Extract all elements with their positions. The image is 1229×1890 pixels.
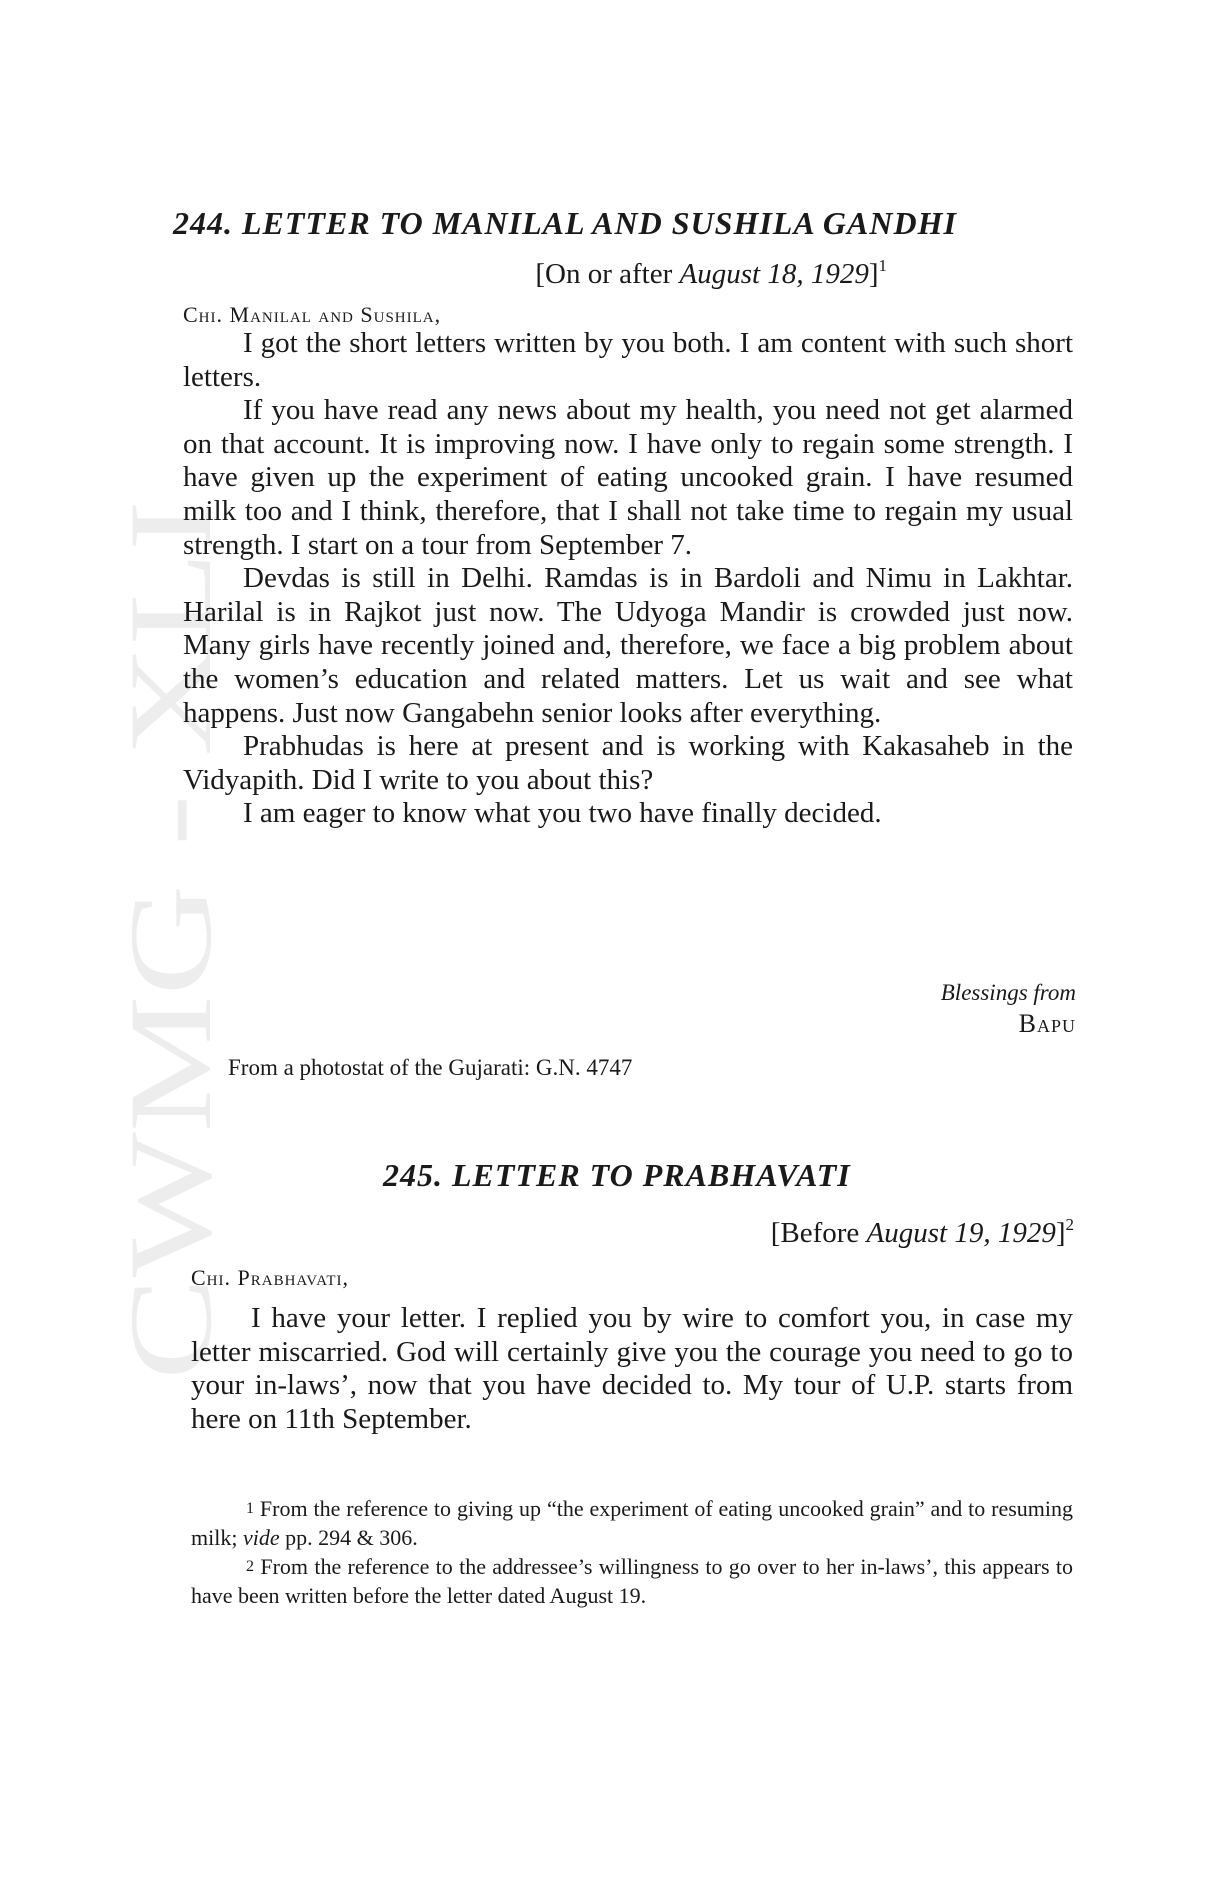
letter-245-body xyxy=(191,1302,1073,1436)
date-prefix: [Before xyxy=(770,1217,867,1249)
letter-245-salutation: Chi. Prabhavati, xyxy=(191,1265,350,1290)
letter-244-body xyxy=(183,327,1073,831)
paragraph: If you have read any news about my health, you need not get alarmed on that account. It is improving now. I have only to regain some strength. I have given up the experiment of eating uncooked grain. I have resumed milk too and I think, therefore, that I shall not take time to regain my usual strength. I start on a tour from September 7. xyxy=(183,394,1073,561)
footnote-1 xyxy=(191,1494,1073,1552)
letter-245-title: 245. LETTER TO PRABHAVATI xyxy=(383,1157,851,1193)
letter-244-source: From a photostat of the Gujarati: G.N. 4747 xyxy=(228,1055,633,1080)
date-italic: August 19, 1929 xyxy=(866,1217,1056,1249)
footnote-ref: vide xyxy=(242,1525,280,1550)
footnotes xyxy=(191,1494,1073,1610)
letter-244-signature: Bapu xyxy=(1018,1009,1076,1038)
date-prefix: [On or after xyxy=(535,258,680,290)
footnote-marker: 2 xyxy=(1065,1215,1074,1234)
letter-244-title: 244. LETTER TO MANILAL AND SUSHILA GANDHI xyxy=(173,205,957,241)
footnote-number: 1 xyxy=(246,1500,254,1517)
letter-245-dateline xyxy=(771,1217,1074,1250)
date-suffix: ] xyxy=(868,258,879,290)
footnote-text: From the reference to the addressee’s willingness to go over to her in-laws’, this appears to have been written before the letter dated August 19. xyxy=(191,1554,1074,1608)
paragraph: I am eager to know what you two have finally decided. xyxy=(243,797,882,830)
letter-244-dateline xyxy=(535,258,887,291)
footnote-number: 2 xyxy=(246,1558,254,1575)
date-italic: August 18, 1929 xyxy=(679,258,869,290)
letter-244-salutation: Chi. Manilal and Sushila, xyxy=(183,302,442,327)
paragraph: I have your letter. I replied you by wire to comfort you, in case my letter miscarried. God will certainly give you the courage you need to go to your in-laws’, now that you have decided to. My tour of U.P. starts from here on 11th September. xyxy=(191,1302,1073,1435)
watermark-text: CWMG - XLI xyxy=(105,704,236,1380)
footnote-text: pp. 294 & 306. xyxy=(279,1525,418,1550)
date-suffix: ] xyxy=(1055,1217,1066,1249)
footnote-2 xyxy=(191,1552,1073,1610)
paragraph: I got the short letters written by you both. I am content with such short letters. xyxy=(183,327,1073,393)
paragraph: Prabhudas is here at present and is working with Kakasaheb in the Vidyapith. Did I write to you about this? xyxy=(183,730,1073,796)
paragraph: Devdas is still in Delhi. Ramdas is in Bardoli and Nimu in Lakhtar. Harilal is in Rajkot just now. The Udyoga Mandir is crowded just now. Many girls have recently joined and, therefore, we face a big problem about the women’s education and related matters. Let us wait and see what happens. Just now Gangabehn senior looks after everything. xyxy=(183,562,1073,729)
letter-244-closing: Blessings from xyxy=(940,980,1076,1005)
footnote-marker: 1 xyxy=(878,256,887,275)
footnote-text: From the reference to giving up “the experiment of eating uncooked grain” and to resuming milk; xyxy=(191,1496,1074,1550)
